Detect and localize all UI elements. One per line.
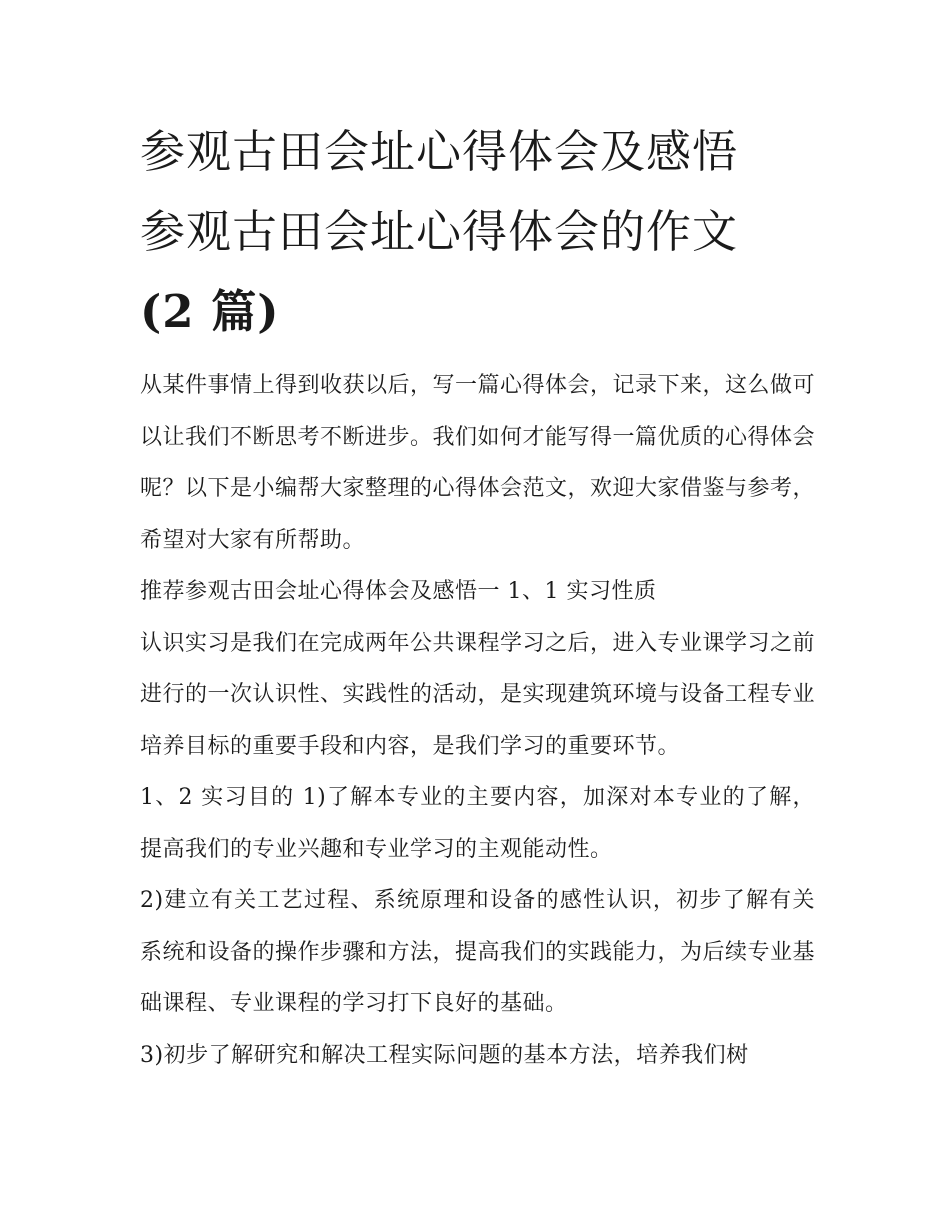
document-body: [140, 360, 815, 1081]
intro-paragraph: 从某件事情上得到收获以后，写一篇心得体会，记录下来，这么做可以让我们不断思考不断进步。我们如何才能写得一篇优质的心得体会呢？以下是小编帮大家整理的心得体会范文，欢迎大家借鉴与参考，希望对大家有所帮助。: [140, 373, 816, 553]
internship-purpose-paragraph: 1、2 实习目的 1)了解本专业的主要内容，加深对本专业的了解，提高我们的专业兴趣和专业学习的主观能动性。: [140, 785, 815, 862]
title-line-3: (2 篇): [140, 285, 280, 338]
title-line-2: 参观古田会址心得体会的作文: [140, 205, 739, 258]
purpose-item-3-paragraph: 3)初步了解研究和解决工程实际问题的基本方法，培养我们树: [140, 1042, 749, 1068]
document-title: [140, 112, 815, 352]
title-line-1: 参观古田会址心得体会及感悟: [140, 125, 739, 178]
internship-nature-paragraph: 认识实习是我们在完成两年公共课程学习之后，进入专业课学习之前进行的一次认识性、实践性的活动，是实现建筑环境与设备工程专业培养目标的重要手段和内容，是我们学习的重要环节。: [140, 630, 816, 759]
purpose-item-2-paragraph: 2)建立有关工艺过程、系统原理和设备的感性认识，初步了解有关系统和设备的操作步骤和方法，提高我们的实践能力，为后续专业基础课程、专业课程的学习打下良好的基础。: [140, 888, 816, 1016]
section-heading-paragraph: 推荐参观古田会址心得体会及感悟一 1、1 实习性质: [140, 579, 657, 604]
document-page: [140, 112, 815, 1081]
